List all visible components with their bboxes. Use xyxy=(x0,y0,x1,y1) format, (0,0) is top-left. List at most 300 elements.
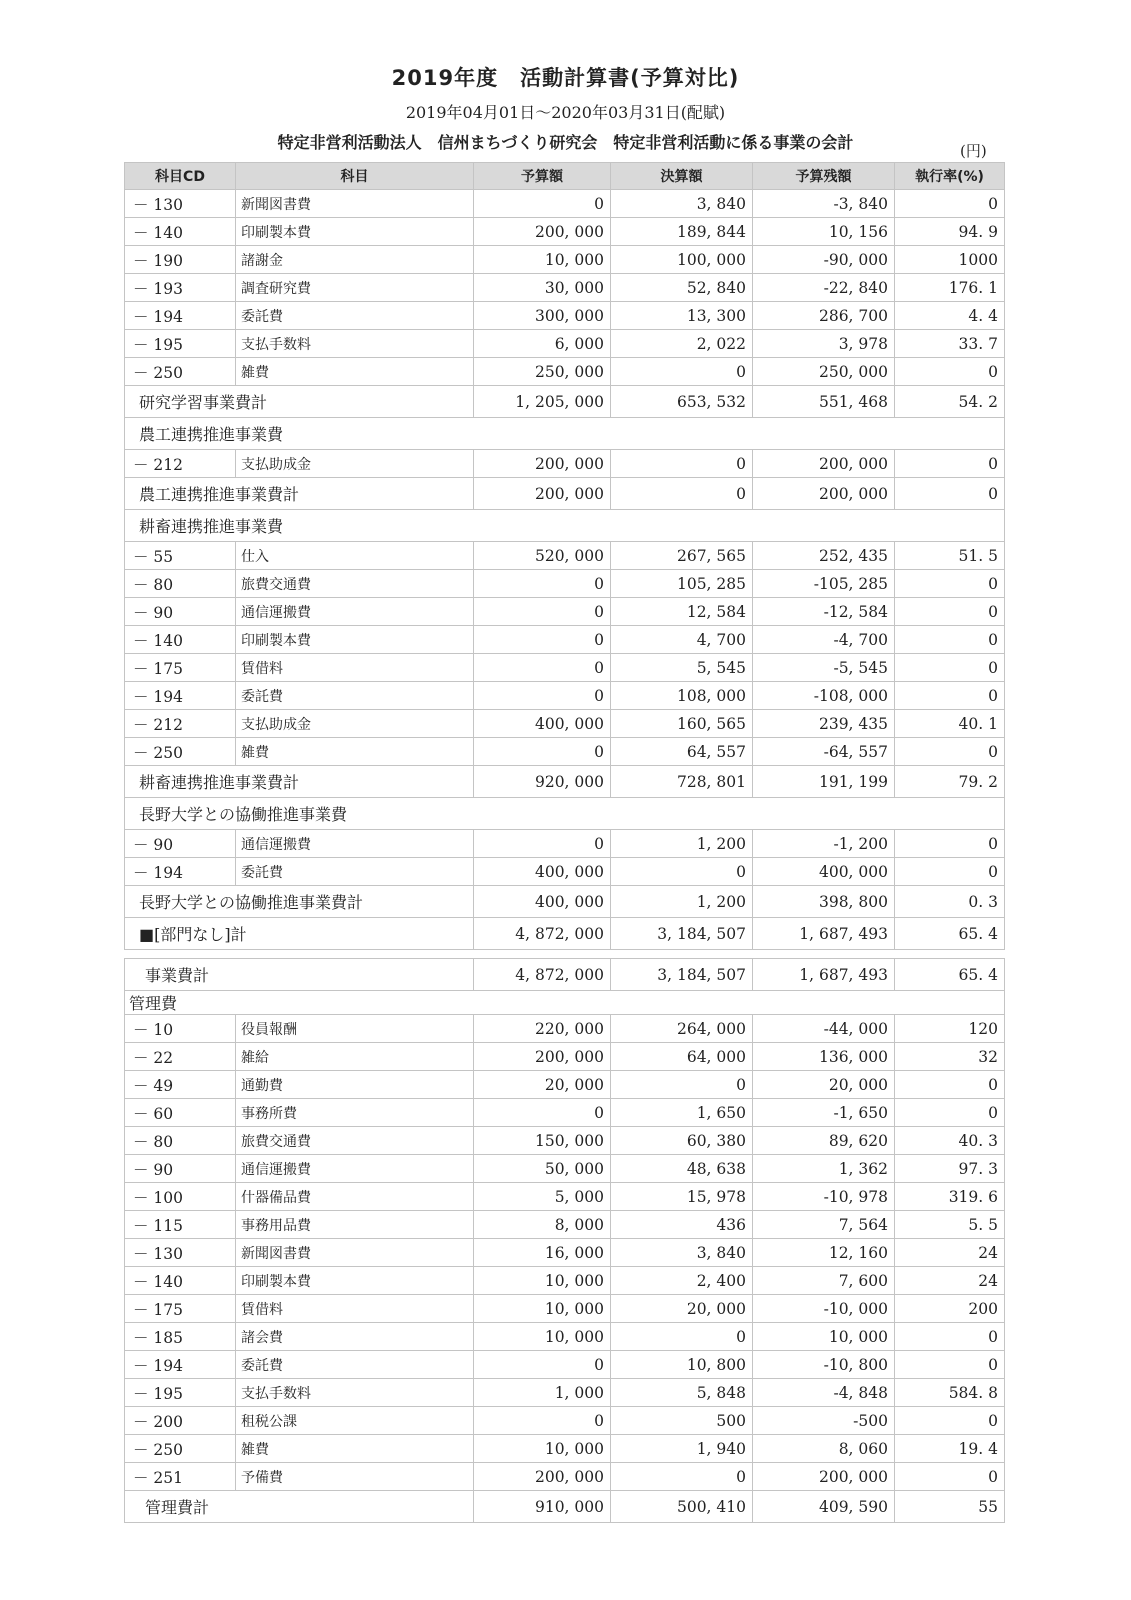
account-code-cell: － 90 xyxy=(125,830,236,858)
actual-cell: 10, 800 xyxy=(611,1351,753,1379)
subtotal-label: 事業費計 xyxy=(125,959,474,991)
actual-cell: 0 xyxy=(611,478,753,510)
budget-cell: 1, 000 xyxy=(474,1379,611,1407)
remaining-cell: 10, 156 xyxy=(753,218,895,246)
budget-cell: 0 xyxy=(474,1099,611,1127)
budget-cell: 16, 000 xyxy=(474,1239,611,1267)
account-name-cell: 通勤費 xyxy=(236,1071,474,1099)
account-code-cell: － 10 xyxy=(125,1015,236,1043)
account-code-cell: － 195 xyxy=(125,1379,236,1407)
budget-cell: 8, 000 xyxy=(474,1211,611,1239)
table-header-row xyxy=(125,163,1005,190)
actual-cell: 5, 545 xyxy=(611,654,753,682)
table-row xyxy=(125,358,1005,386)
table-row xyxy=(125,682,1005,710)
actual-cell: 1, 200 xyxy=(611,830,753,858)
account-name-cell: 通信運搬費 xyxy=(236,598,474,626)
account-code-cell: － 194 xyxy=(125,682,236,710)
budget-cell: 50, 000 xyxy=(474,1155,611,1183)
account-code-cell: － 175 xyxy=(125,1295,236,1323)
table-row xyxy=(125,302,1005,330)
account-code-cell: － 140 xyxy=(125,1267,236,1295)
account-code-cell: － 49 xyxy=(125,1071,236,1099)
rate-cell: 0 xyxy=(895,654,1005,682)
rate-cell: 0 xyxy=(895,478,1005,510)
rate-cell: 0 xyxy=(895,1071,1005,1099)
subtotal-row xyxy=(125,886,1005,918)
account-code-cell: － 250 xyxy=(125,738,236,766)
rate-cell: 0 xyxy=(895,1323,1005,1351)
subtotal-row xyxy=(125,478,1005,510)
account-name-cell: 支払手数料 xyxy=(236,330,474,358)
actual-cell: 105, 285 xyxy=(611,570,753,598)
remaining-cell: 409, 590 xyxy=(753,1491,895,1523)
actual-cell: 1, 940 xyxy=(611,1435,753,1463)
table-row xyxy=(125,330,1005,358)
account-name-cell: 委託費 xyxy=(236,302,474,330)
account-name-cell: 旅費交通費 xyxy=(236,570,474,598)
budget-cell: 10, 000 xyxy=(474,1435,611,1463)
remaining-cell: 286, 700 xyxy=(753,302,895,330)
budget-cell: 4, 872, 000 xyxy=(474,918,611,950)
rate-cell: 0 xyxy=(895,1351,1005,1379)
rate-cell: 40. 1 xyxy=(895,710,1005,738)
table-row xyxy=(125,654,1005,682)
rate-cell: 51. 5 xyxy=(895,542,1005,570)
account-name-cell: 通信運搬費 xyxy=(236,830,474,858)
table-row xyxy=(125,1295,1005,1323)
actual-cell: 108, 000 xyxy=(611,682,753,710)
remaining-cell: 250, 000 xyxy=(753,358,895,386)
remaining-cell: 239, 435 xyxy=(753,710,895,738)
total-row xyxy=(125,959,1005,991)
actual-cell: 3, 840 xyxy=(611,190,753,218)
account-name-cell: 新聞図書費 xyxy=(236,190,474,218)
account-code-cell: － 251 xyxy=(125,1463,236,1491)
account-name-cell: 雑費 xyxy=(236,1435,474,1463)
budget-cell: 200, 000 xyxy=(474,1463,611,1491)
actual-cell: 13, 300 xyxy=(611,302,753,330)
section-label: 長野大学との協働推進事業費 xyxy=(125,798,1005,830)
section-header-row xyxy=(125,991,1005,1015)
account-code-cell: － 130 xyxy=(125,1239,236,1267)
col-header-remaining: 予算残額 xyxy=(753,163,895,190)
account-name-cell: 印刷製本費 xyxy=(236,1267,474,1295)
actual-cell: 5, 848 xyxy=(611,1379,753,1407)
account-name-cell: 雑費 xyxy=(236,738,474,766)
actual-cell: 3, 840 xyxy=(611,1239,753,1267)
actual-cell: 64, 000 xyxy=(611,1043,753,1071)
budget-cell: 300, 000 xyxy=(474,302,611,330)
actual-cell: 60, 380 xyxy=(611,1127,753,1155)
budget-cell: 10, 000 xyxy=(474,1267,611,1295)
actual-cell: 2, 400 xyxy=(611,1267,753,1295)
table-row xyxy=(125,598,1005,626)
budget-cell: 6, 000 xyxy=(474,330,611,358)
actual-cell: 0 xyxy=(611,858,753,886)
budget-cell: 0 xyxy=(474,682,611,710)
account-name-cell: 什器備品費 xyxy=(236,1183,474,1211)
account-name-cell: 雑給 xyxy=(236,1043,474,1071)
budget-cell: 0 xyxy=(474,570,611,598)
table-row xyxy=(125,1127,1005,1155)
table-row xyxy=(125,858,1005,886)
rate-cell: 55 xyxy=(895,1491,1005,1523)
remaining-cell: -1, 650 xyxy=(753,1099,895,1127)
budget-cell: 0 xyxy=(474,654,611,682)
rate-cell: 0 xyxy=(895,1099,1005,1127)
table-row xyxy=(125,274,1005,302)
col-header-budget: 予算額 xyxy=(474,163,611,190)
account-name-cell: 旅費交通費 xyxy=(236,1127,474,1155)
section-label: 耕畜連携推進事業費 xyxy=(125,510,1005,542)
remaining-cell: 12, 160 xyxy=(753,1239,895,1267)
remaining-cell: 191, 199 xyxy=(753,766,895,798)
rate-cell: 0 xyxy=(895,682,1005,710)
budget-cell: 920, 000 xyxy=(474,766,611,798)
account-code-cell: － 194 xyxy=(125,858,236,886)
remaining-cell: -12, 584 xyxy=(753,598,895,626)
actual-cell: 264, 000 xyxy=(611,1015,753,1043)
remaining-cell: 7, 600 xyxy=(753,1267,895,1295)
account-code-cell: － 115 xyxy=(125,1211,236,1239)
remaining-cell: 400, 000 xyxy=(753,858,895,886)
table-row xyxy=(125,1239,1005,1267)
account-name-cell: 事務所費 xyxy=(236,1099,474,1127)
account-name-cell: 租税公課 xyxy=(236,1407,474,1435)
remaining-cell: 551, 468 xyxy=(753,386,895,418)
remaining-cell: 20, 000 xyxy=(753,1071,895,1099)
actual-cell: 20, 000 xyxy=(611,1295,753,1323)
remaining-cell: -3, 840 xyxy=(753,190,895,218)
actual-cell: 267, 565 xyxy=(611,542,753,570)
rate-cell: 0 xyxy=(895,450,1005,478)
actual-cell: 12, 584 xyxy=(611,598,753,626)
budget-cell: 0 xyxy=(474,830,611,858)
account-name-cell: 調査研究費 xyxy=(236,274,474,302)
actual-cell: 500, 410 xyxy=(611,1491,753,1523)
account-code-cell: － 22 xyxy=(125,1043,236,1071)
remaining-cell: -10, 978 xyxy=(753,1183,895,1211)
account-code-cell: － 195 xyxy=(125,330,236,358)
table-row xyxy=(125,570,1005,598)
account-name-cell: 雑費 xyxy=(236,358,474,386)
account-code-cell: － 175 xyxy=(125,654,236,682)
account-code-cell: － 80 xyxy=(125,570,236,598)
remaining-cell: 200, 000 xyxy=(753,478,895,510)
subtotal-label: 耕畜連携推進事業費計 xyxy=(125,766,474,798)
account-name-cell: 通信運搬費 xyxy=(236,1155,474,1183)
subtotal-label: 長野大学との協働推進事業費計 xyxy=(125,886,474,918)
account-code-cell: － 212 xyxy=(125,450,236,478)
budget-cell: 0 xyxy=(474,626,611,654)
account-name-cell: 委託費 xyxy=(236,682,474,710)
account-code-cell: － 140 xyxy=(125,626,236,654)
table-row xyxy=(125,710,1005,738)
section-header-row xyxy=(125,798,1005,830)
account-code-cell: － 80 xyxy=(125,1127,236,1155)
rate-cell: 176. 1 xyxy=(895,274,1005,302)
table-row xyxy=(125,738,1005,766)
budget-cell: 200, 000 xyxy=(474,1043,611,1071)
table-row xyxy=(125,1211,1005,1239)
rate-cell: 0 xyxy=(895,570,1005,598)
subtotal-label: 管理費計 xyxy=(125,1491,474,1523)
account-name-cell: 賃借料 xyxy=(236,654,474,682)
remaining-cell: 398, 800 xyxy=(753,886,895,918)
remaining-cell: 136, 000 xyxy=(753,1043,895,1071)
rate-cell: 19. 4 xyxy=(895,1435,1005,1463)
rate-cell: 33. 7 xyxy=(895,330,1005,358)
account-name-cell: 賃借料 xyxy=(236,1295,474,1323)
remaining-cell: 252, 435 xyxy=(753,542,895,570)
remaining-cell: 1, 687, 493 xyxy=(753,959,895,991)
account-name-cell: 委託費 xyxy=(236,858,474,886)
budget-cell: 400, 000 xyxy=(474,710,611,738)
subtotal-label: 農工連携推進事業費計 xyxy=(125,478,474,510)
table-row xyxy=(125,190,1005,218)
rate-cell: 65. 4 xyxy=(895,959,1005,991)
spacer-row xyxy=(125,950,1005,959)
actual-cell: 15, 978 xyxy=(611,1183,753,1211)
account-code-cell: － 60 xyxy=(125,1099,236,1127)
account-code-cell: － 130 xyxy=(125,190,236,218)
actual-cell: 3, 184, 507 xyxy=(611,918,753,950)
rate-cell: 97. 3 xyxy=(895,1155,1005,1183)
account-code-cell: － 90 xyxy=(125,1155,236,1183)
account-code-cell: － 212 xyxy=(125,710,236,738)
actual-cell: 64, 557 xyxy=(611,738,753,766)
budget-cell: 200, 000 xyxy=(474,450,611,478)
remaining-cell: -500 xyxy=(753,1407,895,1435)
account-name-cell: 予備費 xyxy=(236,1463,474,1491)
budget-cell: 0 xyxy=(474,1407,611,1435)
budget-cell: 20, 000 xyxy=(474,1071,611,1099)
rate-cell: 120 xyxy=(895,1015,1005,1043)
col-header-actual: 決算額 xyxy=(611,163,753,190)
rate-cell: 584. 8 xyxy=(895,1379,1005,1407)
table-row xyxy=(125,1379,1005,1407)
actual-cell: 2, 022 xyxy=(611,330,753,358)
account-name-cell: 仕入 xyxy=(236,542,474,570)
rate-cell: 0 xyxy=(895,190,1005,218)
rate-cell: 0 xyxy=(895,598,1005,626)
account-code-cell: － 90 xyxy=(125,598,236,626)
rate-cell: 24 xyxy=(895,1239,1005,1267)
rate-cell: 0 xyxy=(895,358,1005,386)
section-header-row xyxy=(125,510,1005,542)
section-header-row xyxy=(125,418,1005,450)
rate-cell: 0 xyxy=(895,626,1005,654)
budget-cell: 910, 000 xyxy=(474,1491,611,1523)
account-code-cell: － 55 xyxy=(125,542,236,570)
remaining-cell: -44, 000 xyxy=(753,1015,895,1043)
table-row xyxy=(125,1099,1005,1127)
budget-cell: 250, 000 xyxy=(474,358,611,386)
table-row xyxy=(125,246,1005,274)
budget-cell: 400, 000 xyxy=(474,886,611,918)
rate-cell: 0 xyxy=(895,830,1005,858)
actual-cell: 100, 000 xyxy=(611,246,753,274)
account-code-cell: － 185 xyxy=(125,1323,236,1351)
rate-cell: 1000 xyxy=(895,246,1005,274)
rate-cell: 0 xyxy=(895,738,1005,766)
remaining-cell: 200, 000 xyxy=(753,1463,895,1491)
table-row xyxy=(125,1351,1005,1379)
actual-cell: 189, 844 xyxy=(611,218,753,246)
actual-cell: 728, 801 xyxy=(611,766,753,798)
rate-cell: 0 xyxy=(895,1463,1005,1491)
remaining-cell: 8, 060 xyxy=(753,1435,895,1463)
rate-cell: 4. 4 xyxy=(895,302,1005,330)
budget-cell: 10, 000 xyxy=(474,1295,611,1323)
remaining-cell: -90, 000 xyxy=(753,246,895,274)
budget-cell: 10, 000 xyxy=(474,1323,611,1351)
currency-unit: (円) xyxy=(960,142,987,160)
actual-cell: 1, 200 xyxy=(611,886,753,918)
rate-cell: 94. 9 xyxy=(895,218,1005,246)
subtotal-label: ■[部門なし]計 xyxy=(125,918,474,950)
budget-comparison-table xyxy=(124,162,1005,1523)
report-period: 2019年04月01日～2020年03月31日(配賦) xyxy=(405,103,726,122)
table-row xyxy=(125,1463,1005,1491)
remaining-cell: -4, 700 xyxy=(753,626,895,654)
table-row xyxy=(125,450,1005,478)
subtotal-row xyxy=(125,766,1005,798)
budget-cell: 0 xyxy=(474,598,611,626)
actual-cell: 436 xyxy=(611,1211,753,1239)
actual-cell: 0 xyxy=(611,358,753,386)
actual-cell: 0 xyxy=(611,1463,753,1491)
rate-cell: 0 xyxy=(895,1407,1005,1435)
remaining-cell: 200, 000 xyxy=(753,450,895,478)
account-code-cell: － 250 xyxy=(125,358,236,386)
table-row xyxy=(125,1043,1005,1071)
remaining-cell: -10, 800 xyxy=(753,1351,895,1379)
table-row xyxy=(125,1015,1005,1043)
remaining-cell: -1, 200 xyxy=(753,830,895,858)
rate-cell: 5. 5 xyxy=(895,1211,1005,1239)
actual-cell: 0 xyxy=(611,1071,753,1099)
actual-cell: 160, 565 xyxy=(611,710,753,738)
budget-cell: 200, 000 xyxy=(474,478,611,510)
actual-cell: 500 xyxy=(611,1407,753,1435)
remaining-cell: -64, 557 xyxy=(753,738,895,766)
account-code-cell: － 193 xyxy=(125,274,236,302)
rate-cell: 0 xyxy=(895,858,1005,886)
budget-cell: 520, 000 xyxy=(474,542,611,570)
budget-cell: 5, 000 xyxy=(474,1183,611,1211)
actual-cell: 48, 638 xyxy=(611,1155,753,1183)
account-name-cell: 事務用品費 xyxy=(236,1211,474,1239)
rate-cell: 24 xyxy=(895,1267,1005,1295)
table-row xyxy=(125,1155,1005,1183)
account-code-cell: － 100 xyxy=(125,1183,236,1211)
rate-cell: 319. 6 xyxy=(895,1183,1005,1211)
organization-name: 特定非営利活動法人 信州まちづくり研究会 特定非営利活動に係る事業の会計 xyxy=(277,133,854,152)
remaining-cell: 1, 362 xyxy=(753,1155,895,1183)
table-row xyxy=(125,218,1005,246)
table-row xyxy=(125,1267,1005,1295)
account-name-cell: 委託費 xyxy=(236,1351,474,1379)
remaining-cell: -105, 285 xyxy=(753,570,895,598)
rate-cell: 0. 3 xyxy=(895,886,1005,918)
actual-cell: 653, 532 xyxy=(611,386,753,418)
budget-cell: 150, 000 xyxy=(474,1127,611,1155)
table-row xyxy=(125,626,1005,654)
budget-cell: 200, 000 xyxy=(474,218,611,246)
budget-cell: 0 xyxy=(474,190,611,218)
remaining-cell: -10, 000 xyxy=(753,1295,895,1323)
budget-cell: 400, 000 xyxy=(474,858,611,886)
table-row xyxy=(125,1183,1005,1211)
account-name-cell: 諸会費 xyxy=(236,1323,474,1351)
table-row xyxy=(125,1435,1005,1463)
total-row xyxy=(125,918,1005,950)
actual-cell: 4, 700 xyxy=(611,626,753,654)
report-title: 2019年度 活動計算書(予算対比) xyxy=(391,66,740,90)
account-code-cell: － 200 xyxy=(125,1407,236,1435)
col-header-code: 科目CD xyxy=(125,163,236,190)
account-name-cell: 支払助成金 xyxy=(236,450,474,478)
account-code-cell: － 250 xyxy=(125,1435,236,1463)
remaining-cell: 3, 978 xyxy=(753,330,895,358)
remaining-cell: 1, 687, 493 xyxy=(753,918,895,950)
actual-cell: 52, 840 xyxy=(611,274,753,302)
section-label: 管理費 xyxy=(125,991,1005,1015)
account-name-cell: 役員報酬 xyxy=(236,1015,474,1043)
account-code-cell: － 194 xyxy=(125,1351,236,1379)
rate-cell: 54. 2 xyxy=(895,386,1005,418)
account-name-cell: 諸謝金 xyxy=(236,246,474,274)
section-label: 農工連携推進事業費 xyxy=(125,418,1005,450)
account-code-cell: － 190 xyxy=(125,246,236,274)
table-row xyxy=(125,830,1005,858)
actual-cell: 0 xyxy=(611,450,753,478)
account-code-cell: － 140 xyxy=(125,218,236,246)
account-name-cell: 支払助成金 xyxy=(236,710,474,738)
col-header-rate: 執行率(%) xyxy=(895,163,1005,190)
rate-cell: 65. 4 xyxy=(895,918,1005,950)
budget-cell: 1, 205, 000 xyxy=(474,386,611,418)
table-row xyxy=(125,1407,1005,1435)
account-name-cell: 支払手数料 xyxy=(236,1379,474,1407)
account-name-cell: 印刷製本費 xyxy=(236,218,474,246)
rate-cell: 79. 2 xyxy=(895,766,1005,798)
table-body xyxy=(125,190,1005,1523)
account-code-cell: － 194 xyxy=(125,302,236,330)
account-name-cell: 印刷製本費 xyxy=(236,626,474,654)
remaining-cell: -108, 000 xyxy=(753,682,895,710)
table-row xyxy=(125,1323,1005,1351)
budget-cell: 0 xyxy=(474,1351,611,1379)
col-header-account: 科目 xyxy=(236,163,474,190)
rate-cell: 200 xyxy=(895,1295,1005,1323)
remaining-cell: 10, 000 xyxy=(753,1323,895,1351)
remaining-cell: 7, 564 xyxy=(753,1211,895,1239)
account-name-cell: 新聞図書費 xyxy=(236,1239,474,1267)
spacer-cell xyxy=(125,950,1005,959)
table-row xyxy=(125,1071,1005,1099)
remaining-cell: 89, 620 xyxy=(753,1127,895,1155)
actual-cell: 0 xyxy=(611,1323,753,1351)
rate-cell: 40. 3 xyxy=(895,1127,1005,1155)
remaining-cell: -4, 848 xyxy=(753,1379,895,1407)
total-row xyxy=(125,1491,1005,1523)
budget-cell: 220, 000 xyxy=(474,1015,611,1043)
actual-cell: 1, 650 xyxy=(611,1099,753,1127)
budget-cell: 0 xyxy=(474,738,611,766)
